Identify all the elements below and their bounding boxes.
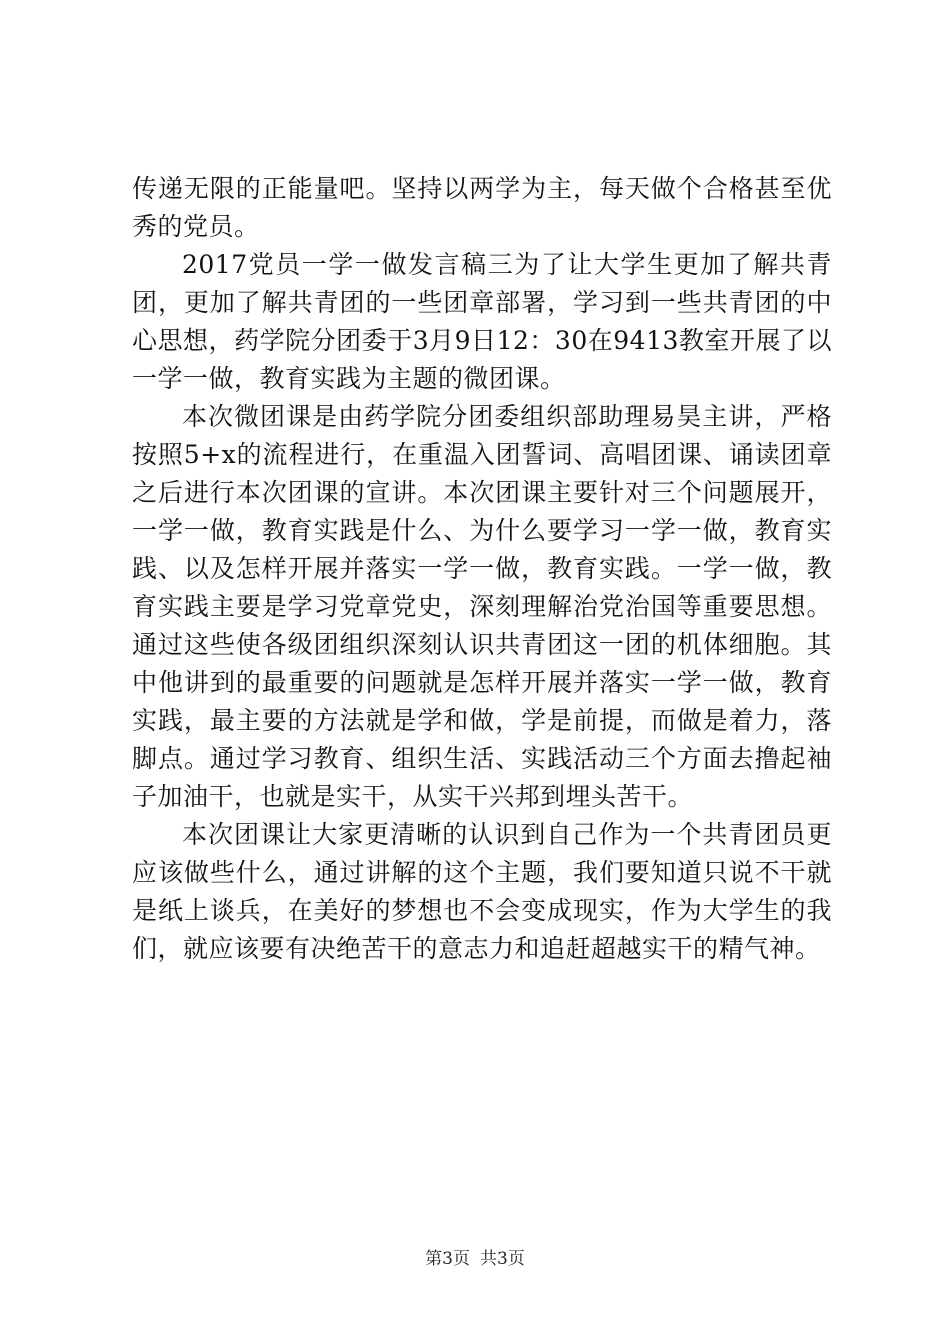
paragraph-conclusion: 本次团课让大家更清晰的认识到自己作为一个共青团员更应该做些什么，通过讲解的这个主题，我们要知道只说不干就是纸上谈兵，在美好的梦想也不会变成现实，作为大学生的我们，就应该要有决绝苦干的意志力和追赶超越实干的精气神。 xyxy=(132,820,832,963)
page-footer xyxy=(0,1244,950,1269)
paragraph-continuation: 传递无限的正能量吧。坚持以两学为主，每天做个合格甚至优秀的党员。 xyxy=(132,174,832,241)
page-total: 共3页 xyxy=(480,1249,525,1269)
paragraph-intro: 2017党员一学一做发言稿三为了让大学生更加了解共青团，更加了解共青团的一些团章部署，学习到一些共青团的中心思想，药学院分团委于3月9日12：30在9413教室开展了以一学一做，教育实践为主题的微团课。 xyxy=(132,250,832,393)
paragraph-lecture: 本次微团课是由药学院分团委组织部助理易昊主讲，严格按照5+x的流程进行，在重温入团誓词、高唱团课、诵读团章之后进行本次团课的宣讲。本次团课主要针对三个问题展开，一学一做，教育实践是什么、为什么要学习一学一做，教育实践、以及怎样开展并落实一学一做，教育实践。一学一做，教育实践主要是学习党章党史，深刻理解治党治国等重要思想。通过这些使各级团组织深刻认识共青团这一团的机体细胞。其中他讲到的最重要的问题就是怎样开展并落实一学一做，教育实践，最主要的方法就是学和做，学是前提，而做是着力，落脚点。通过学习教育、组织生活、实践活动三个方面去撸起袖子加油干，也就是实干，从实干兴邦到埋头苦干。 xyxy=(132,402,832,811)
document-body xyxy=(132,170,832,968)
page-number: 第3页 xyxy=(425,1249,470,1269)
